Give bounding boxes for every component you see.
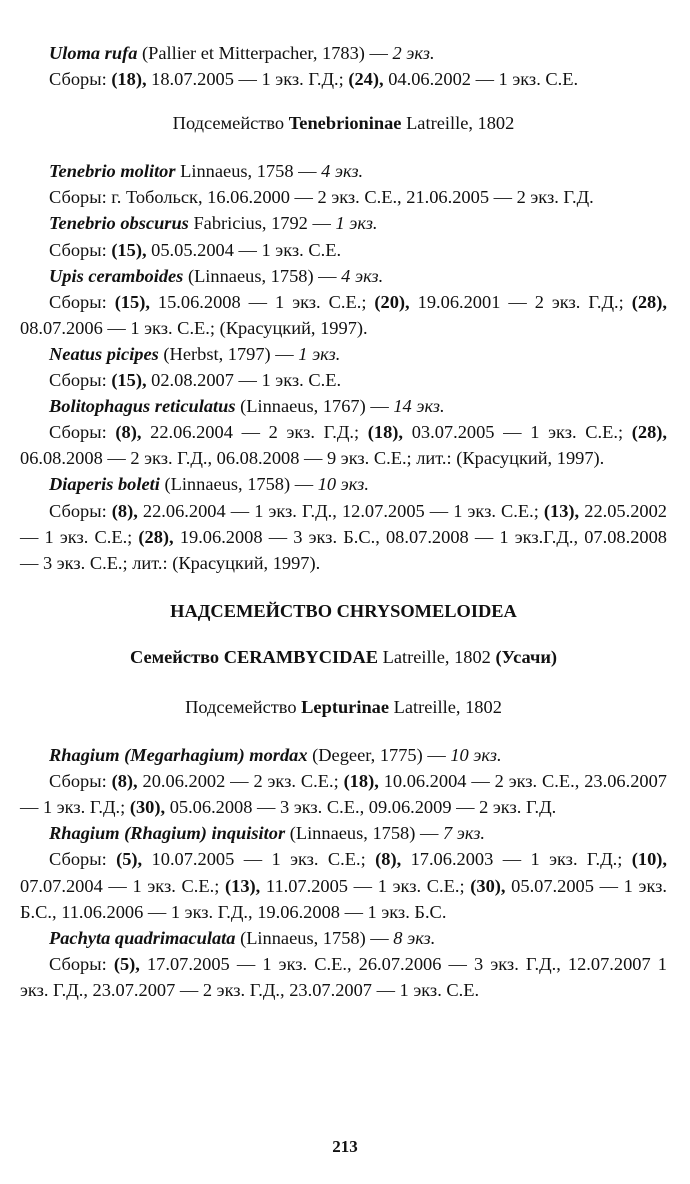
locality-number: (30),: [129, 797, 166, 818]
species-authority: (Linnaeus, 1758) —: [235, 927, 394, 948]
record-text: Сборы:: [49, 849, 117, 870]
collection-record: [20, 846, 667, 924]
page-number: 213: [332, 1137, 358, 1156]
locality-number: (28),: [631, 422, 667, 443]
record-text: Сборы:: [49, 500, 112, 521]
species-entry: [20, 393, 667, 419]
subfamily-heading-tenebrioninae: [20, 110, 667, 136]
species-entry: [20, 742, 667, 768]
species-authority: (Degeer, 1775) —: [307, 745, 451, 766]
species-authority: (Linnaeus, 1758) —: [159, 474, 318, 495]
locality-number: (15),: [111, 239, 147, 260]
record-text: Сборы:: [49, 239, 112, 260]
locality-number: (15),: [114, 291, 150, 312]
specimen-count: 14 экз.: [393, 396, 445, 417]
record-text: 17.07.2005 — 1 экз. С.Е., 26.07.2006 — 3 экз. Г.Д., 12.07.2007 1 экз. Г.Д., 23.07.2007 — 2 экз. Г.Д., 23.07.2007 — 1 экз. С.Е.: [20, 953, 667, 1000]
record-text: 05.05.2004 — 1 экз. С.Е.: [146, 239, 342, 260]
record-text: 17.06.2003 — 1 экз. Г.Д.;: [401, 849, 632, 870]
record-text: 06.08.2008 — 2 экз. Г.Д., 06.08.2008 — 9 экз. С.Е.; лит.: (Красуцкий, 1997).: [20, 448, 605, 469]
locality-number: (18),: [367, 422, 404, 443]
subfamily-prefix: Подсемейство: [172, 113, 289, 134]
record-text: Сборы:: [49, 291, 115, 312]
record-text: Сборы:: [49, 953, 114, 974]
species-name: Upis ceramboides: [49, 265, 184, 286]
specimen-count: 10 экз.: [450, 745, 502, 766]
specimen-count: 4 экз.: [321, 161, 364, 182]
record-text: Сборы:: [49, 370, 112, 391]
record-text: Сборы: г. Тобольск, 16.06.2000 — 2 экз. С.Е., 21.06.2005 — 2 экз. Г.Д.: [49, 187, 594, 208]
record-text: 22.06.2004 — 2 экз. Г.Д.;: [141, 422, 368, 443]
species-entry: [20, 40, 667, 66]
family-name: CERAMBYCIDAE: [223, 646, 378, 667]
locality-number: (8),: [115, 422, 142, 443]
specimen-count: 1 экз.: [298, 343, 341, 364]
subfamily-name: Tenebrioninae: [288, 113, 402, 134]
subfamily-author: Latreille, 1802: [389, 696, 502, 717]
species-entry: [20, 471, 667, 497]
record-text: 19.06.2008 — 3 экз. Б.С., 08.07.2008 — 1 экз.Г.Д., 07.08.2008 — 3 экз. С.Е.; лит.: (Красуцкий, 1997).: [20, 526, 667, 573]
collection-record: [20, 289, 667, 341]
record-text: 04.06.2002 — 1 экз. С.Е.: [383, 69, 579, 90]
locality-number: (13),: [543, 500, 580, 521]
locality-number: (8),: [111, 500, 138, 521]
locality-number: (18),: [111, 69, 147, 90]
locality-number: (8),: [375, 849, 402, 870]
locality-number: (20),: [374, 291, 410, 312]
species-entry: [20, 158, 667, 184]
record-text: 19.06.2001 — 2 экз. Г.Д.;: [409, 291, 632, 312]
locality-number: (13),: [225, 875, 261, 896]
specimen-count: 7 экз.: [442, 823, 485, 844]
subfamily-heading-lepturinae: [20, 694, 667, 720]
species-entry: [20, 341, 667, 367]
locality-number: (18),: [343, 771, 379, 792]
locality-number: (5),: [116, 849, 143, 870]
subfamily-name: Lepturinae: [301, 696, 390, 717]
locality-number: (28),: [138, 526, 174, 547]
record-text: 10.07.2005 — 1 экз. С.Е.;: [142, 849, 376, 870]
subfamily-author: Latreille, 1802: [401, 113, 515, 134]
species-name: Rhagium (Rhagium) inquisitor: [49, 823, 286, 844]
record-text: 10.06.2004 — 2 экз. С.Е., 23.06.2007 — 1 экз. Г.Д.;: [20, 771, 667, 818]
species-name: Pachyta quadrimaculata: [49, 927, 236, 948]
record-text: 18.07.2005 — 1 экз. Г.Д.;: [146, 69, 349, 90]
species-entry: [20, 210, 667, 236]
record-text: 11.07.2005 — 1 экз. С.Е.;: [260, 875, 471, 896]
record-text: 08.07.2006 — 1 экз. С.Е.; (Красуцкий, 1997).: [20, 317, 368, 338]
specimen-count: 2 экз.: [392, 43, 435, 63]
species-name: Rhagium (Megarhagium) mordax: [49, 745, 308, 766]
record-text: 03.07.2005 — 1 экз. С.Е.;: [403, 422, 632, 443]
record-text: 05.07.2005 — 1 экз. Б.С., 11.06.2006 — 1 экз. Г.Д., 19.06.2008 — 1 экз. Б.С.: [20, 875, 668, 922]
specimen-count: 4 экз.: [341, 265, 384, 286]
species-block-tenebrioninae: [20, 158, 667, 576]
collection-record: [20, 498, 667, 576]
record-text: 22.06.2004 — 1 экз. Г.Д., 12.07.2005 — 1 экз. С.Е.;: [137, 500, 544, 521]
family-heading: [20, 644, 667, 670]
collection-record: [20, 951, 667, 1003]
collection-record: [20, 367, 667, 393]
locality-number: (24),: [348, 69, 384, 90]
family-author: Latreille, 1802: [378, 646, 496, 667]
species-authority: Fabricius, 1792 —: [188, 213, 336, 234]
species-authority: (Linnaeus, 1758) —: [183, 265, 342, 286]
species-name: Uloma rufa: [49, 43, 138, 63]
family-common-name: (Усачи): [495, 646, 558, 667]
record-text: 20.06.2002 — 2 экз. С.Е.;: [137, 771, 344, 792]
specimen-count: 10 экз.: [317, 474, 369, 495]
collection-record: [20, 419, 667, 471]
species-authority: (Pallier et Mitterpacher, 1783) —: [137, 43, 393, 63]
record-text: 02.08.2007 — 1 экз. С.Е.: [146, 370, 342, 391]
record-text: 22.05.2002 — 1 экз. С.Е.;: [20, 500, 668, 547]
collection-record: [20, 184, 667, 210]
page-body: [20, 40, 667, 1003]
subfamily-prefix: Подсемейство: [185, 696, 302, 717]
species-block-ulominae: [20, 40, 667, 92]
collection-record: [20, 768, 667, 820]
species-name: Tenebrio molitor: [49, 161, 176, 182]
locality-number: (10),: [631, 849, 667, 870]
family-prefix: Семейство: [129, 646, 224, 667]
collection-record: [20, 237, 667, 263]
species-authority: (Linnaeus, 1767) —: [235, 396, 394, 417]
species-entry: [20, 263, 667, 289]
locality-number: (5),: [113, 953, 140, 974]
record-text: 05.06.2008 — 3 экз. С.Е., 09.06.2009 — 2 экз. Г.Д.: [165, 797, 557, 818]
species-name: Diaperis boleti: [49, 474, 160, 495]
specimen-count: 1 экз.: [335, 213, 378, 234]
locality-number: (8),: [111, 771, 138, 792]
species-authority: (Linnaeus, 1758) —: [285, 823, 443, 844]
record-text: Сборы:: [49, 69, 112, 90]
species-name: Neatus picipes: [49, 343, 159, 364]
species-authority: (Herbst, 1797) —: [158, 343, 299, 364]
locality-number: (15),: [111, 370, 147, 391]
species-name: Tenebrio obscurus: [49, 213, 189, 234]
specimen-count: 8 экз.: [393, 927, 436, 948]
record-text: Сборы:: [49, 771, 112, 792]
record-text: 07.07.2004 — 1 экз. С.Е.;: [20, 875, 225, 896]
record-text: 15.06.2008 — 1 экз. С.Е.;: [149, 291, 375, 312]
collection-record: [20, 66, 667, 92]
species-name: Bolitophagus reticulatus: [49, 396, 236, 417]
species-entry: [20, 820, 667, 846]
species-authority: Linnaeus, 1758 —: [175, 161, 322, 182]
superfamily-heading: НАДСЕМЕЙСТВО CHRYSOMELOIDEA: [170, 600, 517, 621]
record-text: Сборы:: [49, 422, 116, 443]
locality-number: (28),: [631, 291, 667, 312]
species-entry: [20, 925, 667, 951]
locality-number: (30),: [470, 875, 506, 896]
species-block-lepturinae: [20, 742, 667, 1003]
